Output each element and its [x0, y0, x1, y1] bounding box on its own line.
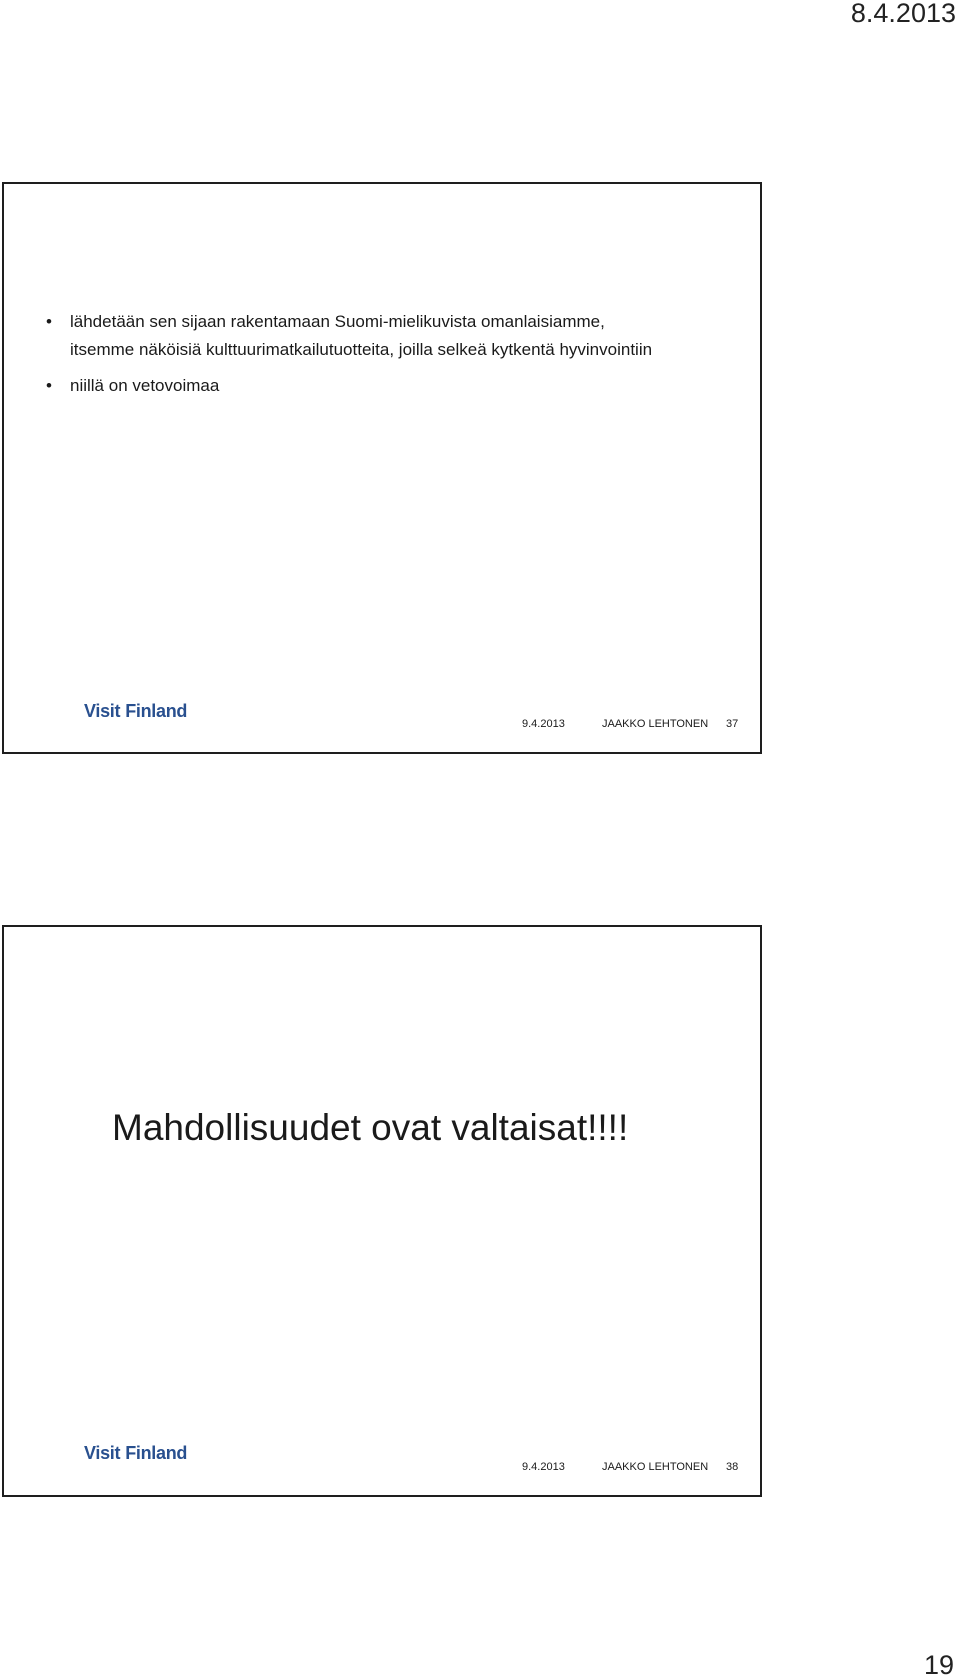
footer-date: 9.4.2013 [522, 718, 565, 730]
logo-word-visit: Visit [84, 701, 121, 721]
bullet-text-line: lähdetään sen sijaan rakentamaan Suomi-mielikuvista omanlaisiamme, [70, 312, 605, 331]
slide-number: 37 [726, 718, 739, 730]
logo-word-finland: Finland [125, 701, 188, 721]
slide-title: Mahdollisuudet ovat valtaisat!!!! [112, 1107, 629, 1148]
logo-word-finland: Finland [125, 1443, 188, 1463]
bullet-list [46, 308, 740, 400]
page-number: 19 [923, 1650, 954, 1680]
slide-37 [2, 182, 762, 754]
slide-number: 38 [726, 1461, 739, 1473]
footer-author: JAAKKO LEHTONEN [602, 718, 709, 730]
footer-date: 9.4.2013 [522, 1461, 565, 1473]
bullet-text-line: itsemme näköisiä kulttuurimatkailutuotteita, joilla selkeä kytkentä hyvinvointiin [70, 340, 653, 359]
bullet-item [46, 372, 740, 400]
page-date: 8.4.2013 [850, 0, 956, 28]
bullet-text-line: niillä on vetovoimaa [70, 376, 220, 395]
bullet-marker: • [46, 376, 52, 395]
visit-finland-logo [84, 1443, 187, 1464]
footer-author: JAAKKO LEHTONEN [602, 1461, 709, 1473]
bullet-marker: • [46, 312, 52, 331]
bullet-item [46, 308, 740, 364]
slide-38 [2, 925, 762, 1497]
visit-finland-logo [84, 701, 187, 722]
logo-word-visit: Visit [84, 1443, 121, 1463]
